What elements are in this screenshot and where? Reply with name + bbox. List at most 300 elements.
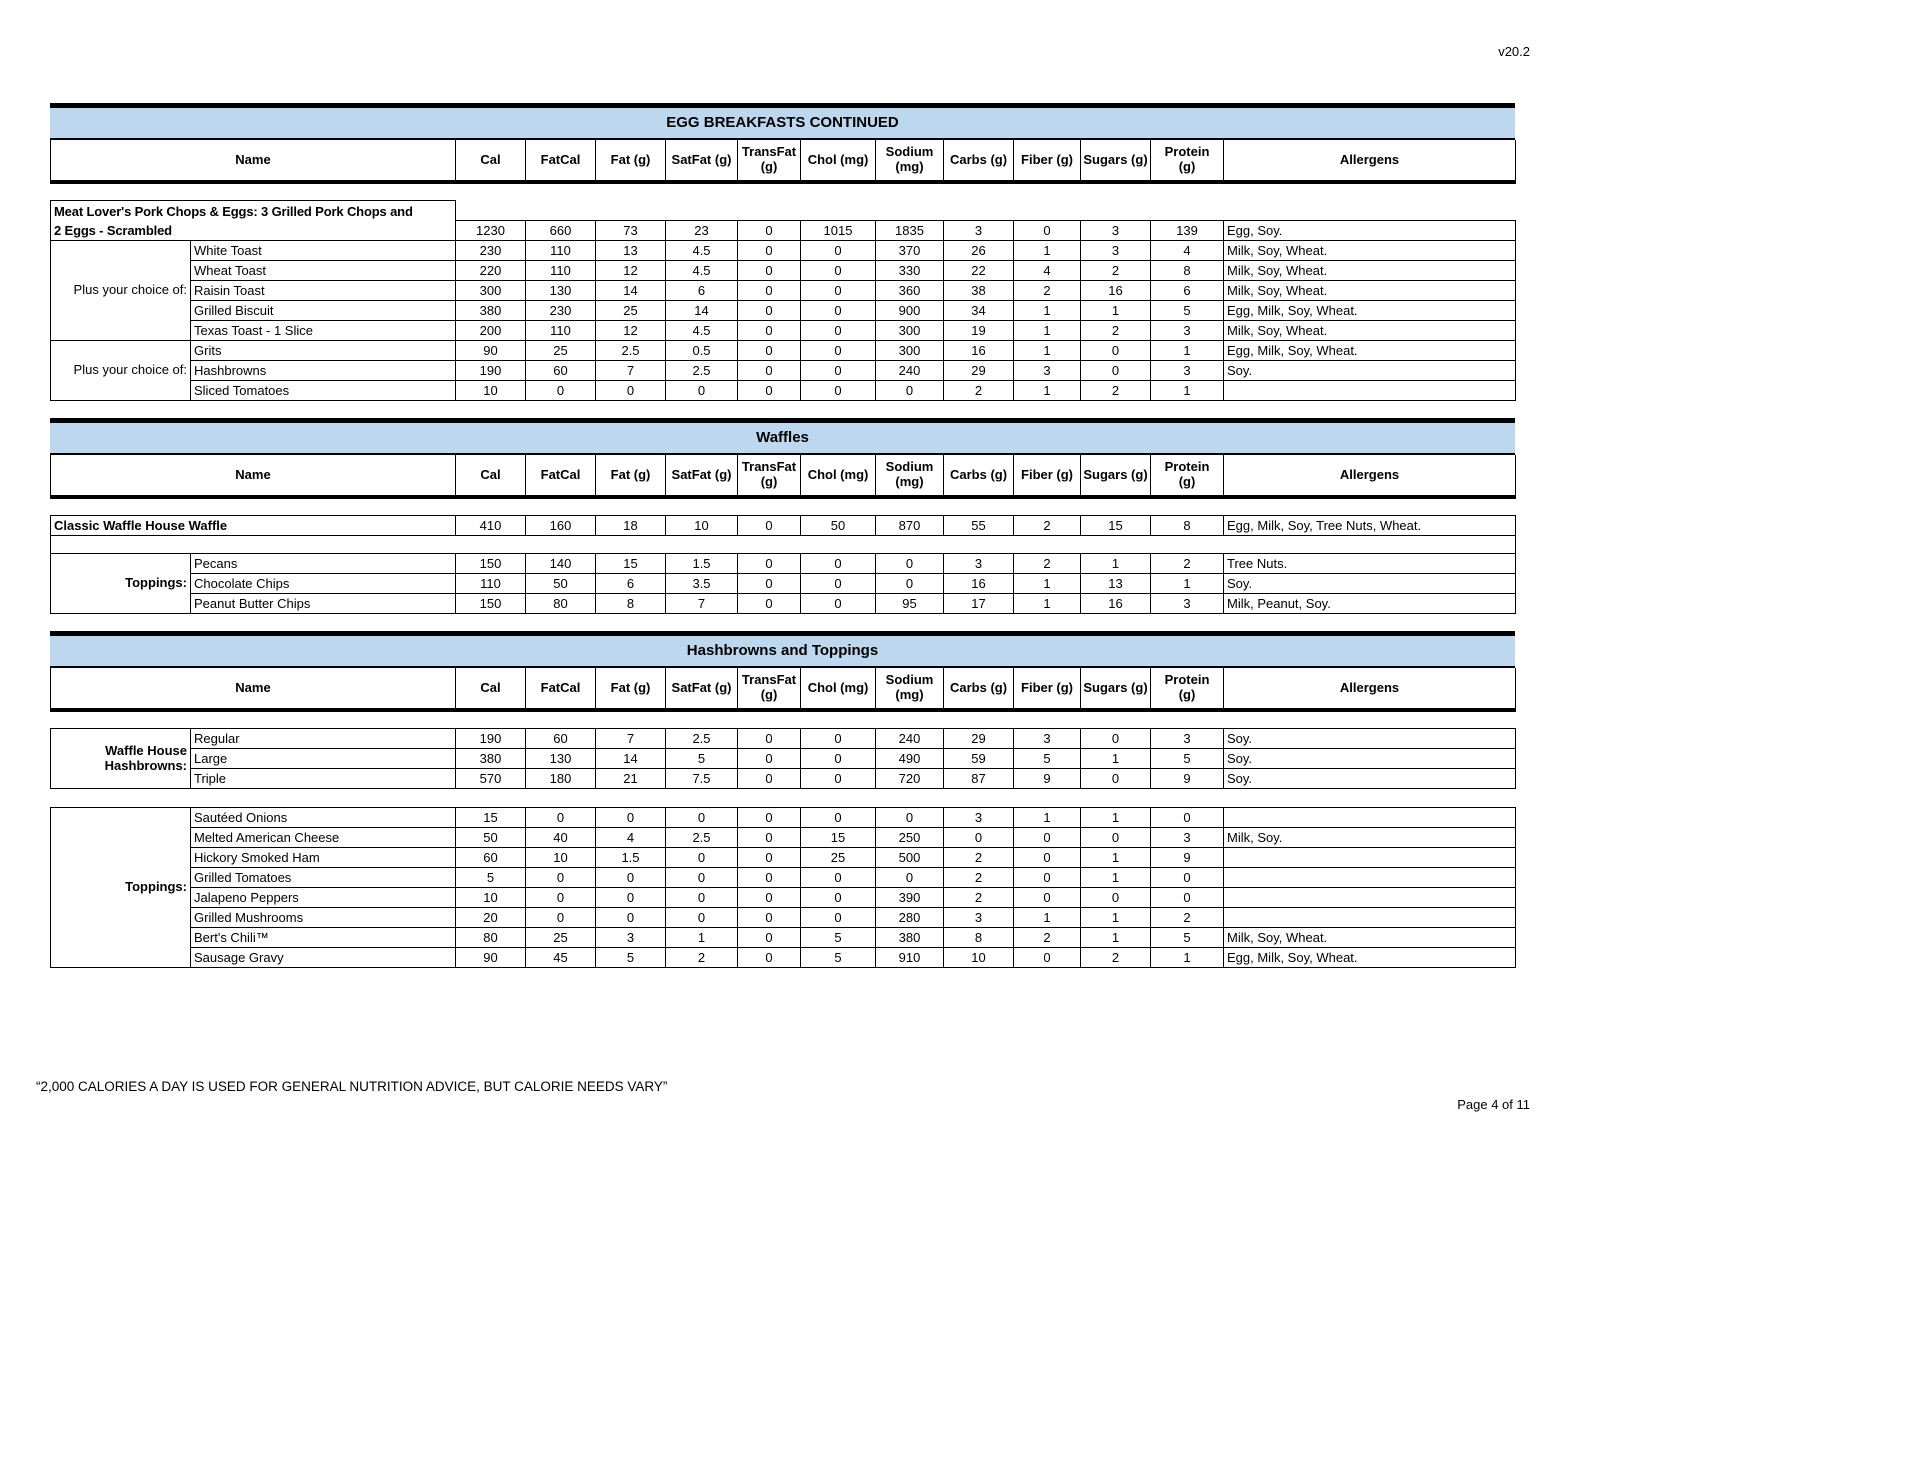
- value-cell: 18: [596, 516, 666, 536]
- value-cell: 8: [944, 928, 1014, 948]
- empty-cell: [666, 201, 738, 221]
- header-row: [51, 668, 1516, 710]
- value-cell: 0: [801, 321, 876, 341]
- column-header-carbs-g: Carbs (g): [944, 668, 1014, 710]
- value-cell: 0: [738, 594, 801, 614]
- version-label: v20.2: [1498, 44, 1530, 59]
- value-cell: 7.5: [666, 769, 738, 789]
- dish-name-line: 2 Eggs - Scrambled: [54, 223, 172, 238]
- column-header-table: [50, 455, 1516, 499]
- column-header-transfat-g: TransFat (g): [738, 668, 801, 710]
- value-cell: 2: [944, 848, 1014, 868]
- column-header-satfat-g: SatFat (g): [666, 455, 738, 497]
- column-header-chol-mg: Chol (mg): [801, 140, 876, 182]
- value-cell: 180: [526, 769, 596, 789]
- item-name-cell: Hickory Smoked Ham: [191, 848, 456, 868]
- dish-name-cell: Classic Waffle House Waffle: [51, 516, 456, 536]
- data-table: [50, 728, 1516, 789]
- value-cell: 1: [1081, 848, 1151, 868]
- value-cell: 0: [666, 848, 738, 868]
- value-cell: 26: [944, 241, 1014, 261]
- value-cell: 0: [738, 341, 801, 361]
- value-cell: 0: [738, 554, 801, 574]
- allergens-cell: [1224, 888, 1516, 908]
- allergens-cell: [1224, 868, 1516, 888]
- value-cell: 160: [526, 516, 596, 536]
- value-cell: 490: [876, 749, 944, 769]
- table-row: [51, 261, 1516, 281]
- dish-name-line: Meat Lover's Pork Chops & Eggs: 3 Grilled Pork Chops and: [54, 204, 413, 219]
- value-cell: 1: [1014, 908, 1081, 928]
- value-cell: 3: [1151, 828, 1224, 848]
- allergens-cell: [1224, 808, 1516, 828]
- value-cell: 0: [876, 868, 944, 888]
- value-cell: 95: [876, 594, 944, 614]
- column-header-fat-g: Fat (g): [596, 455, 666, 497]
- column-header-carbs-g: Carbs (g): [944, 140, 1014, 182]
- value-cell: 230: [526, 301, 596, 321]
- value-cell: 50: [526, 574, 596, 594]
- value-cell: 4: [1151, 241, 1224, 261]
- item-name-cell: Texas Toast - 1 Slice: [191, 321, 456, 341]
- allergens-cell: Milk, Soy, Wheat.: [1224, 928, 1516, 948]
- value-cell: 2: [1014, 928, 1081, 948]
- value-cell: 240: [876, 729, 944, 749]
- value-cell: 29: [944, 729, 1014, 749]
- value-cell: 38: [944, 281, 1014, 301]
- section-hashbrowns-and-toppings: [50, 631, 1515, 968]
- value-cell: 59: [944, 749, 1014, 769]
- column-header-transfat-g: TransFat (g): [738, 455, 801, 497]
- value-cell: 2.5: [596, 341, 666, 361]
- value-cell: 90: [456, 341, 526, 361]
- value-cell: 0: [1081, 729, 1151, 749]
- value-cell: 16: [1081, 281, 1151, 301]
- column-header-fat-g: Fat (g): [596, 140, 666, 182]
- empty-cell: [456, 201, 526, 221]
- value-cell: 250: [876, 828, 944, 848]
- table-row: [51, 908, 1516, 928]
- column-header-allergens: Allergens: [1224, 455, 1516, 497]
- value-cell: 16: [1081, 594, 1151, 614]
- table-row: [51, 848, 1516, 868]
- allergens-cell: [1224, 848, 1516, 868]
- empty-cell: [1081, 201, 1151, 221]
- value-cell: 3: [1081, 241, 1151, 261]
- value-cell: 0: [526, 381, 596, 401]
- table-row: [51, 341, 1516, 361]
- value-cell: 5: [456, 868, 526, 888]
- column-header-table: [50, 140, 1516, 184]
- item-name-cell: Chocolate Chips: [191, 574, 456, 594]
- value-cell: 150: [456, 554, 526, 574]
- item-name-cell: Regular: [191, 729, 456, 749]
- value-cell: 1: [1081, 868, 1151, 888]
- value-cell: 380: [456, 749, 526, 769]
- value-cell: 410: [456, 516, 526, 536]
- sections-root: [50, 103, 1515, 985]
- value-cell: 140: [526, 554, 596, 574]
- allergens-cell: Egg, Milk, Soy, Wheat.: [1224, 341, 1516, 361]
- column-header-protein-g: Protein (g): [1151, 140, 1224, 182]
- value-cell: 1: [1081, 908, 1151, 928]
- value-cell: 2: [1014, 281, 1081, 301]
- value-cell: 73: [596, 221, 666, 241]
- section-title: EGG BREAKFASTS CONTINUED: [50, 103, 1515, 140]
- value-cell: 60: [526, 361, 596, 381]
- value-cell: 2.5: [666, 828, 738, 848]
- value-cell: 0: [738, 516, 801, 536]
- value-cell: 14: [596, 281, 666, 301]
- value-cell: 0: [738, 261, 801, 281]
- value-cell: 34: [944, 301, 1014, 321]
- value-cell: 1015: [801, 221, 876, 241]
- value-cell: 0: [738, 828, 801, 848]
- column-header-protein-g: Protein (g): [1151, 668, 1224, 710]
- item-name-cell: Raisin Toast: [191, 281, 456, 301]
- value-cell: 1.5: [666, 554, 738, 574]
- value-cell: 110: [526, 261, 596, 281]
- value-cell: 1230: [456, 221, 526, 241]
- value-cell: 0: [738, 361, 801, 381]
- value-cell: 14: [666, 301, 738, 321]
- value-cell: 1: [1014, 341, 1081, 361]
- value-cell: 2: [1081, 948, 1151, 968]
- value-cell: 570: [456, 769, 526, 789]
- value-cell: 0: [666, 868, 738, 888]
- value-cell: 0: [876, 574, 944, 594]
- header-row: [51, 455, 1516, 497]
- value-cell: 330: [876, 261, 944, 281]
- item-name-cell: Grits: [191, 341, 456, 361]
- value-cell: 8: [1151, 261, 1224, 281]
- value-cell: 110: [526, 321, 596, 341]
- allergens-cell: Soy.: [1224, 729, 1516, 749]
- item-name-cell: Large: [191, 749, 456, 769]
- table-row: [51, 769, 1516, 789]
- value-cell: 300: [456, 281, 526, 301]
- value-cell: 3: [596, 928, 666, 948]
- value-cell: 0: [738, 928, 801, 948]
- value-cell: 9: [1151, 769, 1224, 789]
- value-cell: 5: [1014, 749, 1081, 769]
- value-cell: 60: [456, 848, 526, 868]
- value-cell: 0: [596, 888, 666, 908]
- value-cell: 3: [1151, 729, 1224, 749]
- value-cell: 0: [801, 749, 876, 769]
- value-cell: 0: [1151, 888, 1224, 908]
- value-cell: 1: [666, 928, 738, 948]
- value-cell: 3: [1151, 321, 1224, 341]
- value-cell: 3: [944, 908, 1014, 928]
- value-cell: 80: [456, 928, 526, 948]
- value-cell: 660: [526, 221, 596, 241]
- data-table: [50, 515, 1516, 614]
- value-cell: 280: [876, 908, 944, 928]
- value-cell: 19: [944, 321, 1014, 341]
- value-cell: 0: [738, 321, 801, 341]
- value-cell: 0: [1151, 868, 1224, 888]
- allergens-cell: Soy.: [1224, 361, 1516, 381]
- value-cell: 380: [456, 301, 526, 321]
- value-cell: 0: [1014, 868, 1081, 888]
- allergens-cell: Milk, Soy, Wheat.: [1224, 281, 1516, 301]
- value-cell: 0: [801, 594, 876, 614]
- value-cell: 130: [526, 281, 596, 301]
- value-cell: 2: [1081, 321, 1151, 341]
- value-cell: 9: [1151, 848, 1224, 868]
- value-cell: 1: [1081, 301, 1151, 321]
- value-cell: 25: [801, 848, 876, 868]
- value-cell: 3: [1151, 361, 1224, 381]
- group-label-cell: Toppings:: [51, 554, 191, 614]
- column-header-carbs-g: Carbs (g): [944, 455, 1014, 497]
- column-header-fiber-g: Fiber (g): [1014, 668, 1081, 710]
- allergens-cell: Soy.: [1224, 749, 1516, 769]
- column-header-sodium-mg: Sodium (mg): [876, 140, 944, 182]
- item-name-cell: Grilled Biscuit: [191, 301, 456, 321]
- data-table: [50, 200, 1516, 401]
- value-cell: 0: [876, 554, 944, 574]
- section-waffles: [50, 418, 1515, 614]
- value-cell: 0: [666, 808, 738, 828]
- value-cell: 13: [1081, 574, 1151, 594]
- empty-cell: [526, 201, 596, 221]
- value-cell: 2: [1014, 554, 1081, 574]
- value-cell: 8: [596, 594, 666, 614]
- value-cell: 3: [1081, 221, 1151, 241]
- table-row: [51, 729, 1516, 749]
- value-cell: 0: [738, 948, 801, 968]
- value-cell: 0: [738, 381, 801, 401]
- value-cell: 0: [801, 301, 876, 321]
- group-label-cell: Toppings:: [51, 808, 191, 968]
- value-cell: 5: [666, 749, 738, 769]
- value-cell: 50: [801, 516, 876, 536]
- table-row: [51, 828, 1516, 848]
- column-header-cal: Cal: [456, 668, 526, 710]
- value-cell: 5: [1151, 928, 1224, 948]
- value-cell: 0: [666, 888, 738, 908]
- value-cell: 150: [456, 594, 526, 614]
- allergens-cell: Milk, Soy, Wheat.: [1224, 241, 1516, 261]
- value-cell: 29: [944, 361, 1014, 381]
- empty-cell: [1224, 201, 1516, 221]
- value-cell: 25: [526, 928, 596, 948]
- value-cell: 0: [801, 769, 876, 789]
- value-cell: 2: [944, 868, 1014, 888]
- value-cell: 40: [526, 828, 596, 848]
- value-cell: 0: [801, 808, 876, 828]
- value-cell: 15: [801, 828, 876, 848]
- allergens-cell: Tree Nuts.: [1224, 554, 1516, 574]
- value-cell: 240: [876, 361, 944, 381]
- value-cell: 14: [596, 749, 666, 769]
- value-cell: 23: [666, 221, 738, 241]
- value-cell: 0: [596, 381, 666, 401]
- value-cell: 380: [876, 928, 944, 948]
- value-cell: 2.5: [666, 729, 738, 749]
- allergens-cell: Egg, Milk, Soy, Wheat.: [1224, 301, 1516, 321]
- table-row: [51, 808, 1516, 828]
- value-cell: 0: [801, 281, 876, 301]
- value-cell: 0: [738, 749, 801, 769]
- value-cell: 5: [801, 948, 876, 968]
- table-row: [51, 868, 1516, 888]
- value-cell: 2: [1151, 554, 1224, 574]
- value-cell: 4: [596, 828, 666, 848]
- value-cell: 2: [944, 381, 1014, 401]
- value-cell: 7: [596, 361, 666, 381]
- table-row: [51, 201, 1516, 221]
- value-cell: 0: [738, 221, 801, 241]
- column-header-sodium-mg: Sodium (mg): [876, 455, 944, 497]
- table-row: [51, 281, 1516, 301]
- value-cell: 0: [801, 729, 876, 749]
- value-cell: 2.5: [666, 361, 738, 381]
- page-number: Page 4 of 11: [1457, 1097, 1530, 1112]
- empty-cell: [51, 536, 1516, 554]
- value-cell: 1: [1151, 341, 1224, 361]
- data-table: [50, 807, 1516, 968]
- value-cell: 0: [801, 361, 876, 381]
- allergens-cell: Milk, Soy, Wheat.: [1224, 261, 1516, 281]
- column-header-name: Name: [51, 455, 456, 497]
- allergens-cell: Egg, Soy.: [1224, 221, 1516, 241]
- value-cell: 1: [1014, 301, 1081, 321]
- item-name-cell: White Toast: [191, 241, 456, 261]
- column-header-protein-g: Protein (g): [1151, 455, 1224, 497]
- value-cell: 3: [1151, 594, 1224, 614]
- value-cell: 0: [801, 868, 876, 888]
- allergens-cell: [1224, 908, 1516, 928]
- value-cell: 230: [456, 241, 526, 261]
- value-cell: 16: [944, 574, 1014, 594]
- value-cell: 5: [1151, 749, 1224, 769]
- column-header-name: Name: [51, 140, 456, 182]
- value-cell: 0: [526, 908, 596, 928]
- value-cell: 0: [876, 381, 944, 401]
- empty-cell: [1151, 201, 1224, 221]
- value-cell: 80: [526, 594, 596, 614]
- value-cell: 6: [666, 281, 738, 301]
- value-cell: 0: [738, 888, 801, 908]
- allergens-cell: Milk, Peanut, Soy.: [1224, 594, 1516, 614]
- value-cell: 13: [596, 241, 666, 261]
- value-cell: 45: [526, 948, 596, 968]
- value-cell: 16: [944, 341, 1014, 361]
- value-cell: 2: [1014, 516, 1081, 536]
- table-row: [51, 749, 1516, 769]
- value-cell: 190: [456, 361, 526, 381]
- table-row: [51, 301, 1516, 321]
- value-cell: 139: [1151, 221, 1224, 241]
- value-cell: 0: [596, 808, 666, 828]
- value-cell: 25: [596, 301, 666, 321]
- value-cell: 22: [944, 261, 1014, 281]
- column-header-cal: Cal: [456, 140, 526, 182]
- calorie-disclaimer: “2,000 CALORIES A DAY IS USED FOR GENERAL NUTRITION ADVICE, BUT CALORIE NEEDS VARY”: [36, 1079, 668, 1094]
- column-header-transfat-g: TransFat (g): [738, 140, 801, 182]
- dish-name-cell: [51, 201, 456, 241]
- table-row: [51, 516, 1516, 536]
- item-name-cell: Melted American Cheese: [191, 828, 456, 848]
- value-cell: 1: [1151, 948, 1224, 968]
- column-header-sugars-g: Sugars (g): [1081, 455, 1151, 497]
- value-cell: 10: [526, 848, 596, 868]
- empty-cell: [1014, 201, 1081, 221]
- column-header-cal: Cal: [456, 455, 526, 497]
- allergens-cell: Soy.: [1224, 769, 1516, 789]
- empty-cell: [944, 201, 1014, 221]
- value-cell: 9: [1014, 769, 1081, 789]
- value-cell: 7: [666, 594, 738, 614]
- value-cell: 0: [1014, 948, 1081, 968]
- value-cell: 6: [1151, 281, 1224, 301]
- value-cell: 10: [456, 888, 526, 908]
- value-cell: 50: [456, 828, 526, 848]
- column-header-chol-mg: Chol (mg): [801, 455, 876, 497]
- value-cell: 0: [596, 908, 666, 928]
- value-cell: 370: [876, 241, 944, 261]
- value-cell: 90: [456, 948, 526, 968]
- column-header-sodium-mg: Sodium (mg): [876, 668, 944, 710]
- value-cell: 1: [1081, 808, 1151, 828]
- section-title: Hashbrowns and Toppings: [50, 631, 1515, 668]
- table-row: [51, 594, 1516, 614]
- table-row: [51, 948, 1516, 968]
- item-name-cell: Pecans: [191, 554, 456, 574]
- allergens-cell: Milk, Soy, Wheat.: [1224, 321, 1516, 341]
- item-name-cell: Sautéed Onions: [191, 808, 456, 828]
- group-label-cell: Waffle House Hashbrowns:: [51, 729, 191, 789]
- value-cell: 20: [456, 908, 526, 928]
- value-cell: 1: [1151, 381, 1224, 401]
- column-header-allergens: Allergens: [1224, 140, 1516, 182]
- value-cell: 900: [876, 301, 944, 321]
- value-cell: 5: [1151, 301, 1224, 321]
- column-header-sugars-g: Sugars (g): [1081, 140, 1151, 182]
- group-label-cell: Plus your choice of:: [51, 341, 191, 401]
- value-cell: 10: [456, 381, 526, 401]
- empty-cell: [876, 201, 944, 221]
- value-cell: 0: [944, 828, 1014, 848]
- table-row: [51, 574, 1516, 594]
- value-cell: 3.5: [666, 574, 738, 594]
- value-cell: 0: [801, 341, 876, 361]
- value-cell: 87: [944, 769, 1014, 789]
- value-cell: 0: [801, 888, 876, 908]
- column-header-name: Name: [51, 668, 456, 710]
- value-cell: 130: [526, 749, 596, 769]
- allergens-cell: Egg, Milk, Soy, Wheat.: [1224, 948, 1516, 968]
- empty-cell: [738, 201, 801, 221]
- item-name-cell: Peanut Butter Chips: [191, 594, 456, 614]
- item-name-cell: Jalapeno Peppers: [191, 888, 456, 908]
- value-cell: 0: [666, 381, 738, 401]
- column-header-fat-g: Fat (g): [596, 668, 666, 710]
- value-cell: 0: [1014, 848, 1081, 868]
- table-row: [51, 321, 1516, 341]
- value-cell: 6: [596, 574, 666, 594]
- value-cell: 0: [738, 908, 801, 928]
- empty-cell: [801, 201, 876, 221]
- value-cell: 1: [1151, 574, 1224, 594]
- allergens-cell: Egg, Milk, Soy, Tree Nuts, Wheat.: [1224, 516, 1516, 536]
- value-cell: 8: [1151, 516, 1224, 536]
- value-cell: 2: [666, 948, 738, 968]
- column-header-chol-mg: Chol (mg): [801, 668, 876, 710]
